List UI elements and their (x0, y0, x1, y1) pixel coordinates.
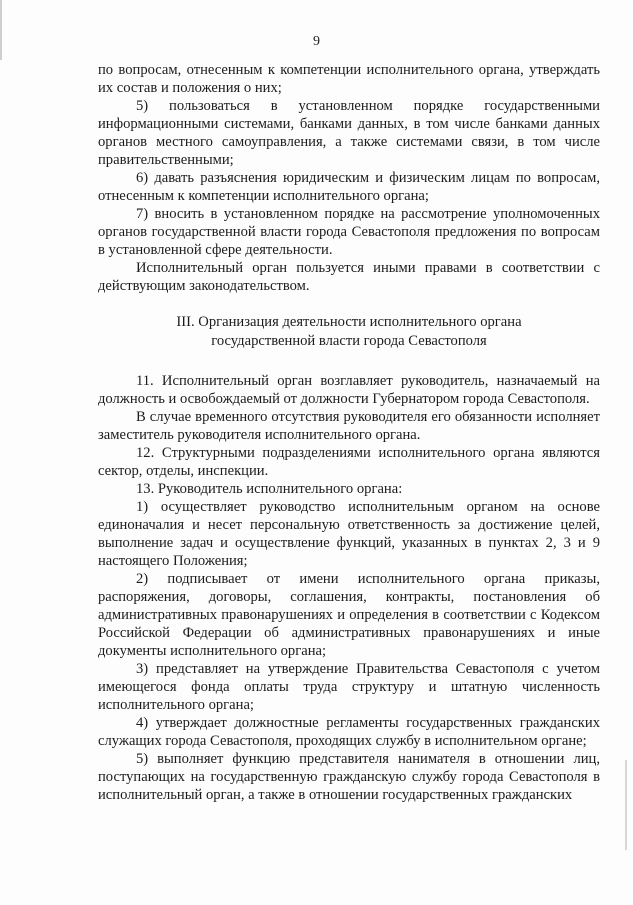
paragraph-p11b: В случае временного отсутствия руководителя его обязанности исполняет заместитель руководителя исполнительного органа. (98, 409, 600, 443)
paragraph-cont: по вопросам, отнесенным к компетенции исполнительного органа, утверждать их состав и положения о них; (98, 62, 600, 96)
paragraph-p11: 11. Исполнительный орган возглавляет руководитель, назначаемый на должность и освобождаемый от должности Губернатором города Севастополя. (98, 373, 600, 407)
paragraph-p7: 7) вносить в установленном порядке на рассмотрение уполномоченных органов государственной власти города Севастополя предложения по вопросам в установленной сфере деятельности. (98, 206, 600, 258)
paragraphs-bottom (98, 372, 600, 804)
section-heading-line: государственной власти города Севастополя (211, 332, 487, 349)
scan-edge-mark (625, 760, 627, 850)
paragraph-p12: 12. Структурными подразделениями исполнительного органа являются сектор, отделы, инспекции. (98, 445, 600, 479)
scan-edge-mark (0, 0, 2, 60)
paragraph-p13-2: 2) подписывает от имени исполнительного органа приказы, распоряжения, договоры, соглашения, контракты, постановления об административных правонарушениях и определения в соответствии с Кодексом Российской Федерации об административных правонарушениях и иные документы исполнительного органа; (98, 571, 600, 659)
paragraph-p13: 13. Руководитель исполнительного органа: (136, 481, 403, 497)
paragraphs-top (98, 61, 600, 295)
paragraph-p13-5: 5) выполняет функцию представителя нанимателя в отношении лиц, поступающих на государственную гражданскую службу города Севастополя в исполнительный орган, а также в отношении государственных гражданских (98, 751, 600, 803)
section-heading-line: III. Организация деятельности исполнительного органа (176, 314, 522, 330)
page-number: 9 (313, 34, 320, 49)
paragraph-p5: 5) пользоваться в установленном порядке государственными информационными системами, банками данных, в том числе банками данных органов местного самоуправления, а также системами связи, в том числе правительственными; (98, 98, 600, 168)
section-heading (98, 313, 600, 350)
document-body (98, 61, 600, 804)
paragraph-p13-1: 1) осуществляет руководство исполнительным органом на основе единоначалия и несет персональную ответственность за достижение целей, выполнение задач и осуществление функций, указанных в пунктах 2, 3 и 9 настоящего Положения; (98, 499, 600, 569)
paragraph-other-rights: Исполнительный орган пользуется иными правами в соответствии с действующим законодательством. (98, 260, 600, 294)
paragraph-p6: 6) давать разъяснения юридическим и физическим лицам по вопросам, отнесенным к компетенции исполнительного органа; (98, 170, 600, 204)
paragraph-p13-4: 4) утверждает должностные регламенты государственных гражданских служащих города Севастополя, проходящих службу в исполнительном органе; (98, 715, 600, 749)
paragraph-p13-3: 3) представляет на утверждение Правительства Севастополя с учетом имеющегося фонда оплаты труда структуру и штатную численность исполнительного органа; (98, 661, 600, 713)
